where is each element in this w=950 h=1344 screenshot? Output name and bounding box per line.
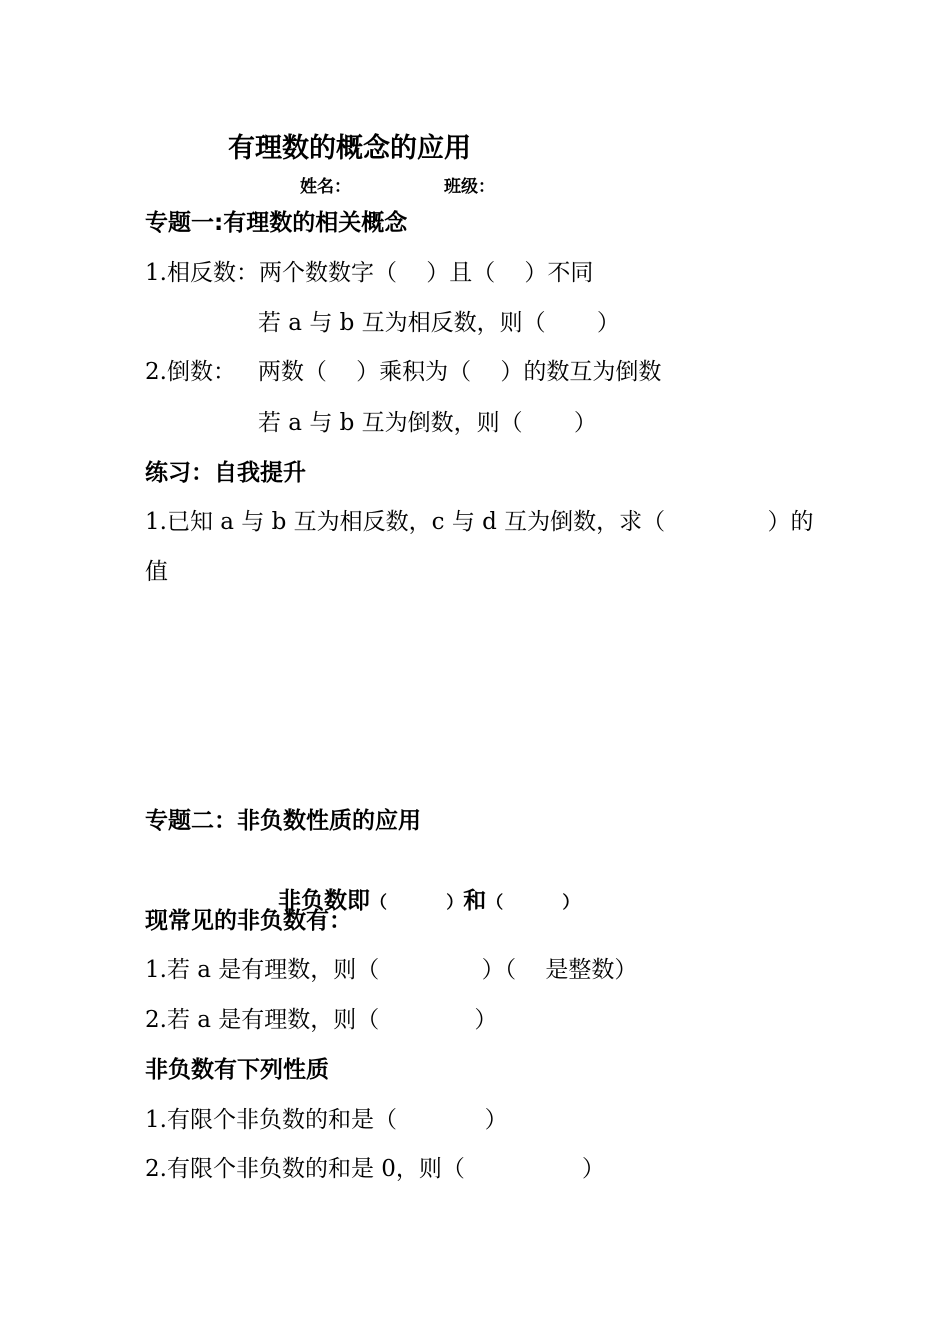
class-label: 班级： [444,177,495,197]
nonnegative-and: 和 [463,888,487,914]
document-title: 有理数的概念的应用 [228,133,471,164]
property-1: 1.有限个非负数的和是（ ） [145,1107,508,1133]
properties-heading: 非负数有下列性质 [145,1057,329,1083]
common-nonnegative-2: 2.若 a 是有理数，则（ ） [145,1007,498,1033]
practice-heading: 练习：自我提升 [145,460,306,486]
name-label: 姓名： [300,177,351,197]
practice-question-1: 1.已知 a 与 b 互为相反数，c 与 d 互为倒数，求（ ）的 [145,509,814,535]
nonnegative-blank-1: （ ） [370,893,464,913]
nonnegative-blank-2: （ ） [486,893,580,913]
practice-question-1-continued: 值 [145,559,168,585]
section2-heading: 专题二：非负数性质的应用 [145,808,421,834]
reciprocal-condition: 若 a 与 b 互为倒数，则（ ） [258,410,597,436]
common-nonnegative-1: 1.若 a 是有理数，则（ ）（ 是整数） [145,957,638,983]
property-2: 2.有限个非负数的和是 0，则（ ） [145,1156,605,1182]
reciprocal-definition: 2.倒数： 两数（ ）乘积为（ ）的数互为倒数 [145,359,662,385]
opposite-number-condition: 若 a 与 b 互为相反数，则（ ） [258,310,620,336]
section1-heading: 专题一:有理数的相关概念 [145,210,408,236]
opposite-number-definition: 1.相反数：两个数数字（ ）且（ ）不同 [145,260,594,286]
nonnegative-prefix: 非负数即 [278,888,371,914]
common-nonnegative-heading: 现常见的非负数有： [145,908,352,934]
